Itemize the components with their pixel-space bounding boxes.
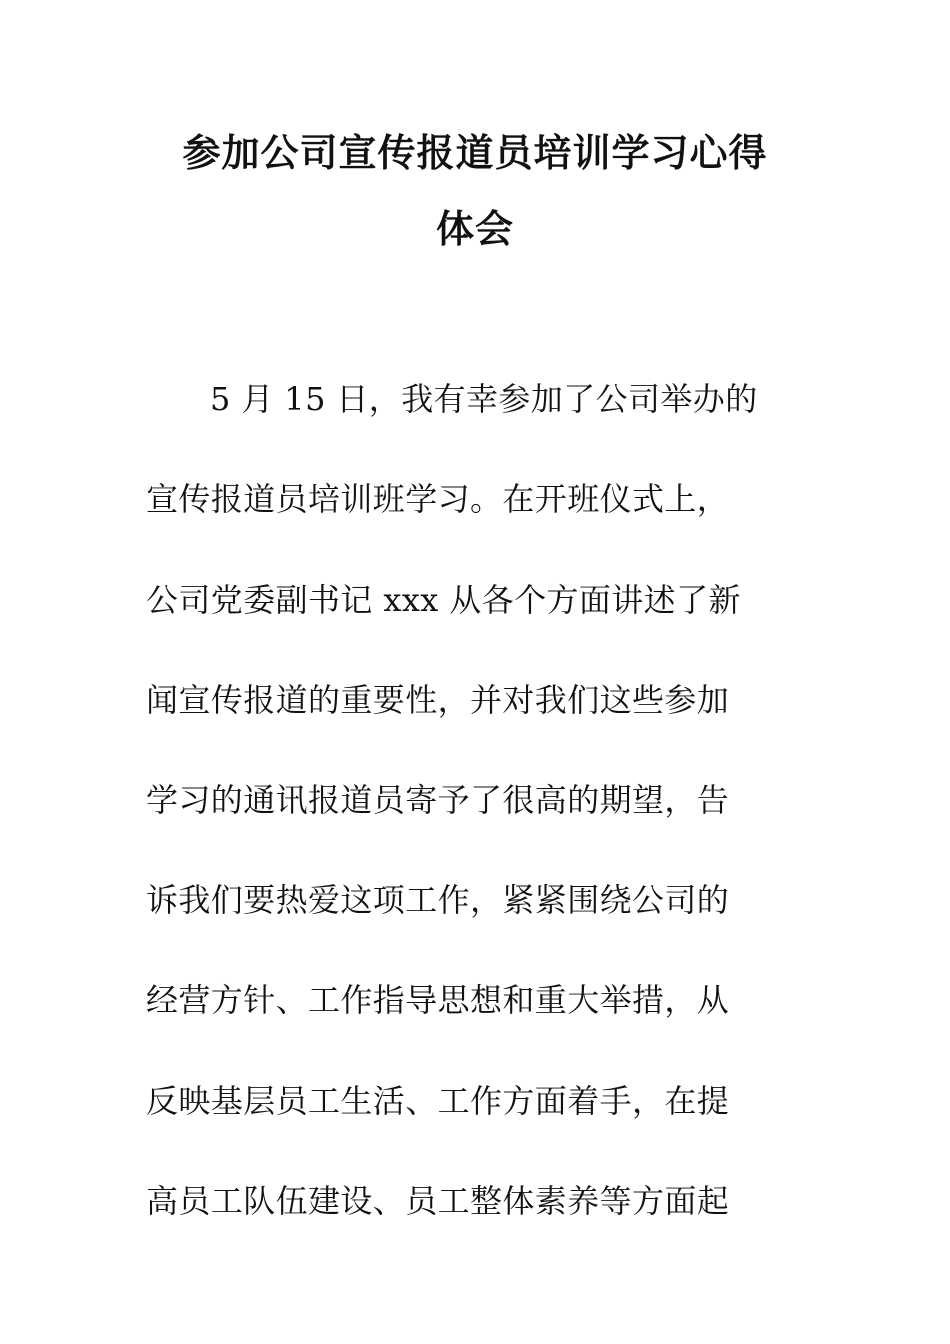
paragraph-line-2: 宣传报道员培训班学习。在开班仪式上，	[146, 480, 730, 518]
paragraph-line-1: 5 月 15 日，我有幸参加了公司举办的	[210, 380, 758, 418]
paragraph-line-5: 学习的通讯报道员寄予了很高的期望，告	[146, 781, 730, 819]
paragraph-line-3: 公司党委副书记 xxx 从各个方面讲述了新	[146, 581, 741, 619]
paragraph-line-6: 诉我们要热爱这项工作，紧紧围绕公司的	[146, 881, 730, 919]
paragraph-line-4: 闻宣传报道的重要性，并对我们这些参加	[146, 681, 730, 719]
document-title-line-2: 体会	[435, 207, 514, 251]
paragraph-line-7: 经营方针、工作指导思想和重大举措，从	[146, 981, 730, 1019]
document-title-line-1: 参加公司宣传报道员培训学习心得	[182, 131, 768, 175]
paragraph-line-9: 高员工队伍建设、员工整体素养等方面起	[146, 1182, 730, 1220]
paragraph-line-8: 反映基层员工生活、工作方面着手，在提	[146, 1082, 730, 1120]
